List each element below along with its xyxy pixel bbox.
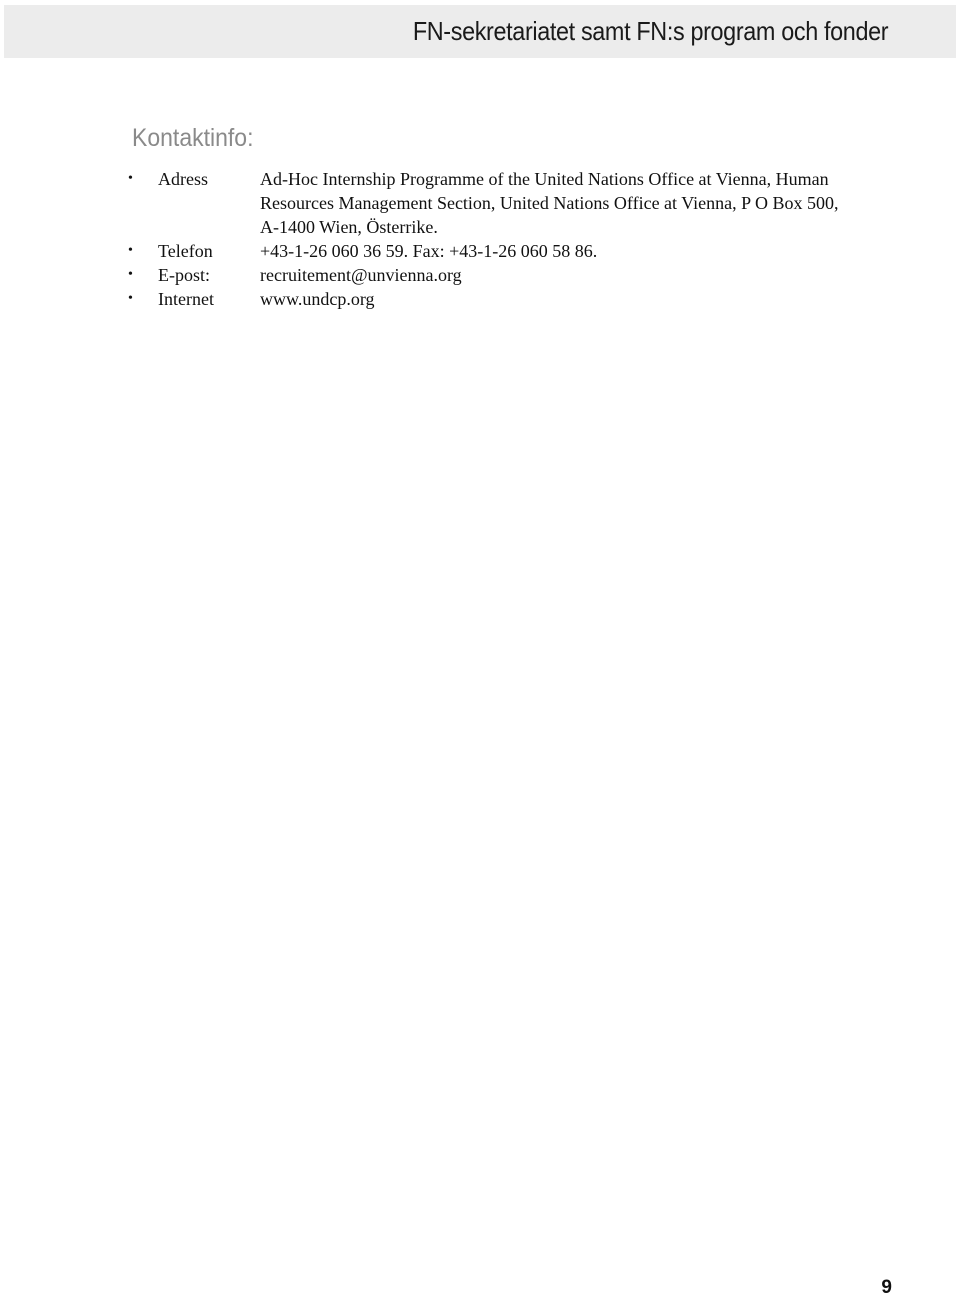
contact-info-list — [128, 167, 868, 311]
bullet-icon: • — [128, 267, 133, 282]
page-header-title: FN-sekretariatet samt FN:s program och fonder — [412, 16, 888, 46]
email-value: recruitement@unvienna.org — [260, 265, 462, 285]
contact-row-address — [128, 167, 868, 239]
contact-row-email — [128, 263, 868, 287]
address-value: Ad-Hoc Internship Programme of the United Nations Office at Vienna, Human Resources Management Section, United Nations Office at Vienna, P O Box 500, A-1400 Wien, Österrike. — [260, 169, 839, 237]
internet-label: Internet — [158, 289, 214, 309]
email-label: E-post: — [158, 265, 210, 285]
phone-label: Telefon — [158, 241, 213, 261]
phone-value: +43-1-26 060 36 59. Fax: +43-1-26 060 58 86. — [260, 241, 598, 261]
bullet-icon: • — [128, 171, 133, 186]
page-number: 9 — [881, 1277, 892, 1298]
contact-row-internet — [128, 287, 868, 311]
contact-info-heading: Kontaktinfo: — [132, 124, 254, 152]
address-label: Adress — [158, 169, 208, 189]
contact-row-phone — [128, 239, 868, 263]
bullet-icon: • — [128, 291, 133, 306]
header-bar — [4, 5, 956, 58]
internet-value: www.undcp.org — [260, 289, 375, 309]
bullet-icon: • — [128, 243, 133, 258]
